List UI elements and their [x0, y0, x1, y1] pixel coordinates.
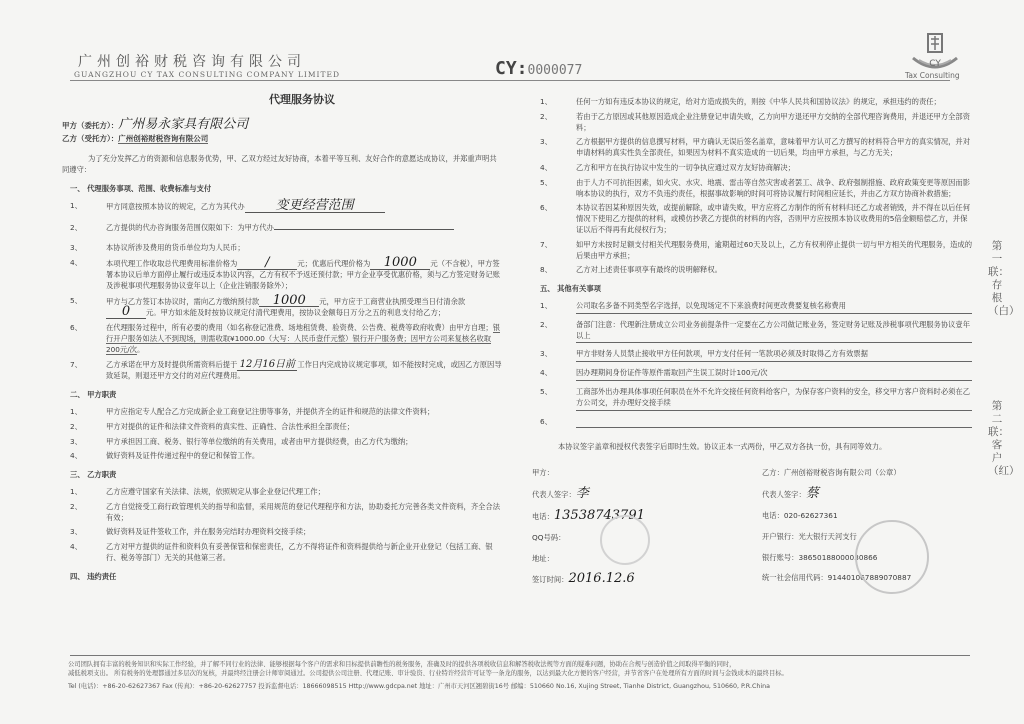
- item-text: 乙方提供的代办咨询服务范围仅限如下：为甲方代办: [106, 222, 274, 232]
- section-4-heading: 四、 违约责任: [70, 571, 117, 581]
- party-a-seal-stamp: [600, 515, 650, 565]
- footer-line-2: 减低税项支出。 所有税务的处理都通过多层次的复核，并最终经注册会计师审阅通过。公司提供公司注册、代理记账、审计验资、行业特许经营许可证等一条龙的服务，以达到最大化方便的客户经营，并节省客户在处理所有方面的时间与金钱成本的最终目标。: [68, 670, 788, 677]
- sign-label: 代表人签字：: [532, 490, 576, 500]
- list-item: [62, 243, 502, 254]
- handwritten-phone: 13538743791: [553, 507, 645, 523]
- party-b-value: 广州创裕财税咨询有限公司: [118, 133, 209, 143]
- item-number: 1、: [540, 300, 552, 310]
- list-item: [532, 178, 972, 200]
- company-name-en: GUANGZHOU CY TAX CONSULTING COMPANY LIMITED: [74, 70, 340, 79]
- item-text: 元（不含税），甲方签署本协议后单方面停止履行或违反本协议内容，乙方有权不予返还预付款；甲方企业享受优惠价格，须与乙方签定财务记账及涉税事项代理服务协议壹年以上（企业注销服务除外）；: [106, 259, 501, 290]
- item-number: 2、: [70, 501, 82, 511]
- item-text: 因办理期间身份证件等原件需取回产生误工误时计100元/次: [576, 368, 972, 381]
- item-text: 。: [136, 344, 145, 354]
- section-5-heading: 五、 其他有关事项: [540, 284, 601, 294]
- item-number: 2、: [70, 421, 82, 431]
- item-text: 在代理服务过程中，所有必要的费用（如名称登记准费、场地租赁费、验资费、公告费、税费等政府收费）由甲方自理；: [106, 323, 493, 333]
- item-text: 公司取名多备不同类型名字选择，以免现场定不下来浪费时间更改费要复核名称费用: [576, 301, 972, 314]
- list-item: [62, 502, 502, 524]
- sign-label: 开户银行：: [762, 531, 799, 541]
- item-text: 乙方对甲方提供的证件和资料负有妥善保管和保密责任，乙方不得将证件和资料提供给与新企业开业登记（包括工商、银行、税务等部门）无关的其他第三者。: [106, 542, 493, 562]
- party-a: [62, 116, 502, 132]
- item-text: 元；优惠后代理价格为: [297, 259, 371, 269]
- item-number: 3、: [70, 527, 82, 537]
- sign-row: [532, 486, 762, 502]
- item-number: 5、: [540, 177, 552, 187]
- item-text: 甲方与乙方签订本协议时，需向乙方缴纳预付款: [106, 296, 260, 306]
- list-item: [62, 527, 502, 538]
- sign-label: 签订时间：: [532, 575, 569, 585]
- footer: [68, 660, 973, 691]
- item-text: 乙方根据甲方提供的信息撰写材料，甲方确认无误后签名盖章，意味着甲方认可乙方撰写的材料符合甲方的真实情况，并对申请材料的真实性负全部责任，如果因为材料不真实造成的一切后果，均由甲方承担，与乙方无关；: [576, 137, 971, 158]
- item-text: [576, 417, 972, 428]
- item-number: 3、: [540, 349, 552, 359]
- right-column: [532, 95, 972, 596]
- party-b: [62, 134, 502, 145]
- sign-row: [532, 507, 762, 523]
- sign-label: 电话：: [532, 511, 554, 521]
- sign-label: 统一社会信用代码：: [762, 573, 828, 583]
- item-number: 7、: [70, 359, 82, 369]
- company-seal-stamp: [855, 520, 929, 594]
- serial-number: [495, 58, 582, 79]
- logo-caption: Tax Consulting: [905, 71, 960, 80]
- sign-row: [762, 486, 972, 502]
- item-text: 元，甲方应于工商营业执照受理当日付清余款: [319, 296, 466, 306]
- list-item: [62, 255, 502, 291]
- item-text: 备部门注意：代理新注册成立公司业务前提条件一定要在乙方公司做记账业务，签定财务记账及涉税事项代理服务协议壹年以上: [576, 320, 972, 344]
- handwritten-signature: 李: [575, 486, 589, 502]
- item-number: 3、: [70, 243, 82, 253]
- item-text: 甲方对提供的证件和法律文件资料的真实性、正确性、合法性承担全部责任；: [106, 421, 355, 431]
- handwritten-field: 1000: [370, 258, 430, 270]
- handwritten-date: 2016.12.6: [568, 571, 635, 587]
- list-item: [532, 97, 972, 108]
- handwritten-field: 12月16日前: [237, 360, 297, 372]
- item-text: 甲方承担因工商、税务、银行等单位缴纳的有关费用，或者由甲方提供经费，由乙方代为缴纳；: [106, 436, 413, 446]
- item-text: 工商部外出办理具体事项任何职员在外不允许交接任何资料给客户，为保存客户资料的安全，移交甲方客户资料时必须在乙方公司交，并办理好交接手续: [576, 387, 972, 411]
- item-number: 2、: [70, 222, 82, 232]
- list-item: [62, 422, 502, 433]
- sign-row: [762, 511, 972, 522]
- item-number: 8、: [540, 265, 552, 275]
- sign-row: [532, 554, 762, 565]
- item-number: 6、: [70, 323, 82, 333]
- item-text: 任何一方如有违反本协议的规定，给对方造成损失的，则按《中华人民共和国协议法》的规定，承担违约的责任；: [576, 97, 941, 106]
- sign-label: QQ号码：: [532, 532, 566, 542]
- other-item: [532, 320, 972, 344]
- item-text: 本项代理工作收取总代理费用标准价格为: [106, 259, 238, 269]
- list-item: [532, 137, 972, 159]
- item-text: 甲方非财务人员禁止接收甲方任何款项，甲方支付任何一笔款项必须及时取得乙方有效票据: [576, 349, 972, 362]
- list-item: [62, 323, 502, 355]
- party-a-sign-label: 甲方：: [532, 468, 554, 478]
- item-number: 1、: [70, 200, 82, 210]
- list-item: [62, 407, 502, 418]
- item-number: 4、: [70, 258, 82, 268]
- footer-divider: [70, 655, 970, 656]
- serial-prefix: CY:: [495, 58, 528, 79]
- handwritten-field: /: [237, 258, 297, 270]
- item-text: 本协议所涉及费用的货币单位均为人民币；: [106, 243, 245, 253]
- item-text: 乙方和甲方在执行协议中发生的一切争执应通过双方友好协商解决；: [576, 162, 795, 172]
- footer-contact: Tel (电话)：+86-20-62627367 Fax (传真)：+86-20-62627757 投诉监督电话：18666098515 Http://www.gdcpa.net 地址：广州市天河区翘碧街16号 邮编：510660 No.16, Xujing Street, Tianhe District, Guangzhou, 510660, P.R.China: [68, 683, 770, 690]
- sign-row: [532, 571, 762, 587]
- other-item: [532, 387, 972, 411]
- list-item: [62, 360, 502, 383]
- sign-label: 地址：: [532, 553, 554, 563]
- sign-label: 电话：: [762, 510, 784, 520]
- list-item: [532, 265, 972, 276]
- party-a-handwritten: 广州易永家具有限公司: [118, 116, 249, 132]
- handwritten-field: 0: [106, 307, 146, 319]
- item-text: 做好资料及证件传递过程中的登记和保管工作。: [106, 451, 260, 461]
- item-number: 3、: [70, 436, 82, 446]
- other-item: [532, 301, 972, 314]
- handwritten-field: 1000: [259, 296, 319, 308]
- closing-paragraph: 本协议签字盖章和授权代表签字后即时生效。协议正本一式两份，甲乙双方各执一份，具有同等效力。: [558, 441, 887, 451]
- item-number: 4、: [70, 451, 82, 461]
- list-item: [62, 451, 502, 462]
- item-text: 如甲方未按时足额支付相关代理服务费用，逾期超过60天及以上，乙方有权利停止提供一切与甲方相关的代理服务，造成的后果由甲方承担；: [576, 239, 973, 260]
- list-item: [532, 240, 972, 262]
- item-number: 1、: [70, 406, 82, 416]
- item-number: 4、: [540, 368, 552, 378]
- item-number: 7、: [540, 239, 552, 249]
- item-number: 5、: [70, 295, 82, 305]
- item-number: 6、: [540, 416, 552, 426]
- list-item: [62, 542, 502, 564]
- item-text: 元。甲方如未能及时按协议规定付清代理费用，按协议金额每日万分之五的利息支付给乙方；: [146, 308, 446, 318]
- section-1-heading: 一、 代理服务事项、范围、收费标准与支付: [70, 183, 212, 193]
- list-item: [532, 203, 972, 235]
- list-item: [532, 163, 972, 174]
- item-text: 工作日内完成协议规定事项，如不能按时完成，或因乙方原因导致延误，则退还甲方交付的对应代理费用。: [106, 359, 502, 381]
- item-number: 1、: [540, 97, 552, 106]
- handwritten-field: 变更经营范围: [245, 201, 385, 213]
- section-3-heading: 三、 乙方职责: [70, 470, 117, 480]
- handwritten-signature: 蔡: [805, 486, 819, 502]
- logo-text: CY: [929, 59, 941, 69]
- item-text: 本协议若因某种原因失效，或提前解除，或申请失败，甲方应将乙方制作的所有材料归还乙方或者销毁，并不得在以后任何情况下使用乙方提供的材料，或模仿抄袭乙方提供的材料的内容，否则甲方应按照本协议收费用的5倍金额赔偿乙方，并保证以后不得再有此侵权行为；: [576, 203, 971, 234]
- other-item: [532, 349, 972, 362]
- copy-label-first: 第一联：存根（白）: [988, 240, 1020, 317]
- item-text: 由于人力不可抗拒因素，如火灾、水灾、地震、雷击等自然灾害或者罢工、战争、政府强制措施、政府政策变更等原因而影响本协议的执行，双方不负违约责任，根据事故影响的时间可将协议履行时间相应延长，并由乙方双方协商补救措施；: [576, 177, 971, 198]
- intro-paragraph: 为了充分发挥乙方的资源和信息服务优势，甲、乙双方经过友好协商，本着平等互利、友好合作的意愿达成协议，并郑重声明共同遵守：: [62, 154, 497, 175]
- left-column: [62, 95, 502, 589]
- item-text: 乙方承诺在甲方及时提供所需资料后提于: [106, 359, 238, 369]
- item-number: 3、: [540, 137, 552, 147]
- list-item: [62, 487, 502, 498]
- agreement-title: 代理服务协议: [269, 93, 335, 106]
- item-number: 1、: [70, 486, 82, 496]
- sign-label: 代表人签字：: [762, 490, 806, 500]
- item-text: 乙方对上述责任事项享有最终的说明解释权。: [576, 265, 722, 275]
- sign-value: 光大银行天河支行: [798, 531, 857, 541]
- party-b-sign-label: 乙方：广州创裕财税咨询有限公司（公章）: [762, 468, 901, 478]
- sign-value: 914401067889070887: [827, 573, 912, 583]
- item-text: 甲方应指定专人配合乙方完成新企业工商登记注册等事务，并提供齐全的证件和规范的法律文件资料；: [106, 406, 435, 416]
- item-number: 2、: [540, 111, 552, 121]
- list-item: [532, 112, 972, 134]
- item-number: 2、: [540, 319, 552, 329]
- header-divider: [70, 80, 950, 81]
- item-number: 4、: [540, 162, 552, 172]
- item-text: 若由于乙方原因或其他原因造成企业注册登记申请失败，乙方向甲方退还甲方交纳的全部代理咨询费用，并退还甲方全部资料；: [576, 111, 971, 132]
- item-underlined: 银行开户服务如法人不到现场，则需收取¥1000.00（大写：人民币壹仟元整）: [106, 323, 501, 343]
- company-logo-icon: [905, 30, 965, 76]
- item-number: 4、: [70, 542, 82, 552]
- party-b-label: 乙方（受托方）：: [62, 133, 119, 143]
- party-a-label: 甲方（委托方）：: [62, 120, 119, 130]
- item-number: 5、: [540, 386, 552, 396]
- serial-digits: 0000077: [527, 63, 583, 78]
- footer-line-1: 公司团队拥有丰富的税务知识和实际工作经验，并了解不同行业的法律、能够根据每个客户的需求和目标提供前瞻性的税务服务，准确及时的提供各项税收信息和解答税收法规等方面的疑难问题，协助在合规与创造价值之间取得平衡的同时，: [68, 661, 736, 668]
- item-text: 乙方自觉接受工商行政管理机关的指导和监督，采用规范的登记代理程序和方法，协助委托方完善各类文件资料，齐全合法有效；: [106, 501, 501, 522]
- item-underlined: 银行开户服务费；因甲方公司来复核名收取200元/次: [106, 333, 492, 354]
- sign-value: 38650188000030866: [798, 552, 878, 562]
- sign-value: 020-62627361: [783, 510, 838, 520]
- item-text: 乙方应遵守国家有关法律、法规，依照规定从事企业登记代理工作；: [106, 486, 325, 496]
- section-2-heading: 二、 甲方职责: [70, 390, 117, 400]
- other-item: [532, 368, 972, 381]
- copy-label-second: 第二联：客户（红）: [988, 400, 1020, 477]
- list-item: [62, 197, 502, 213]
- item-text: 甲方同意按照本协议的规定，乙方为其代办: [106, 201, 245, 211]
- list-item: [62, 437, 502, 448]
- item-number: 6、: [540, 203, 552, 213]
- other-item: [532, 417, 972, 428]
- list-item: [62, 223, 502, 234]
- list-item: [62, 292, 502, 320]
- item-text: 做好资料及证件签收工作，并在服务完结时办理资料交接手续；: [106, 527, 311, 537]
- company-name-cn: 广州创裕财税咨询有限公司: [78, 54, 306, 70]
- sign-label: 银行账号：: [762, 552, 799, 562]
- blank-field: [274, 229, 454, 230]
